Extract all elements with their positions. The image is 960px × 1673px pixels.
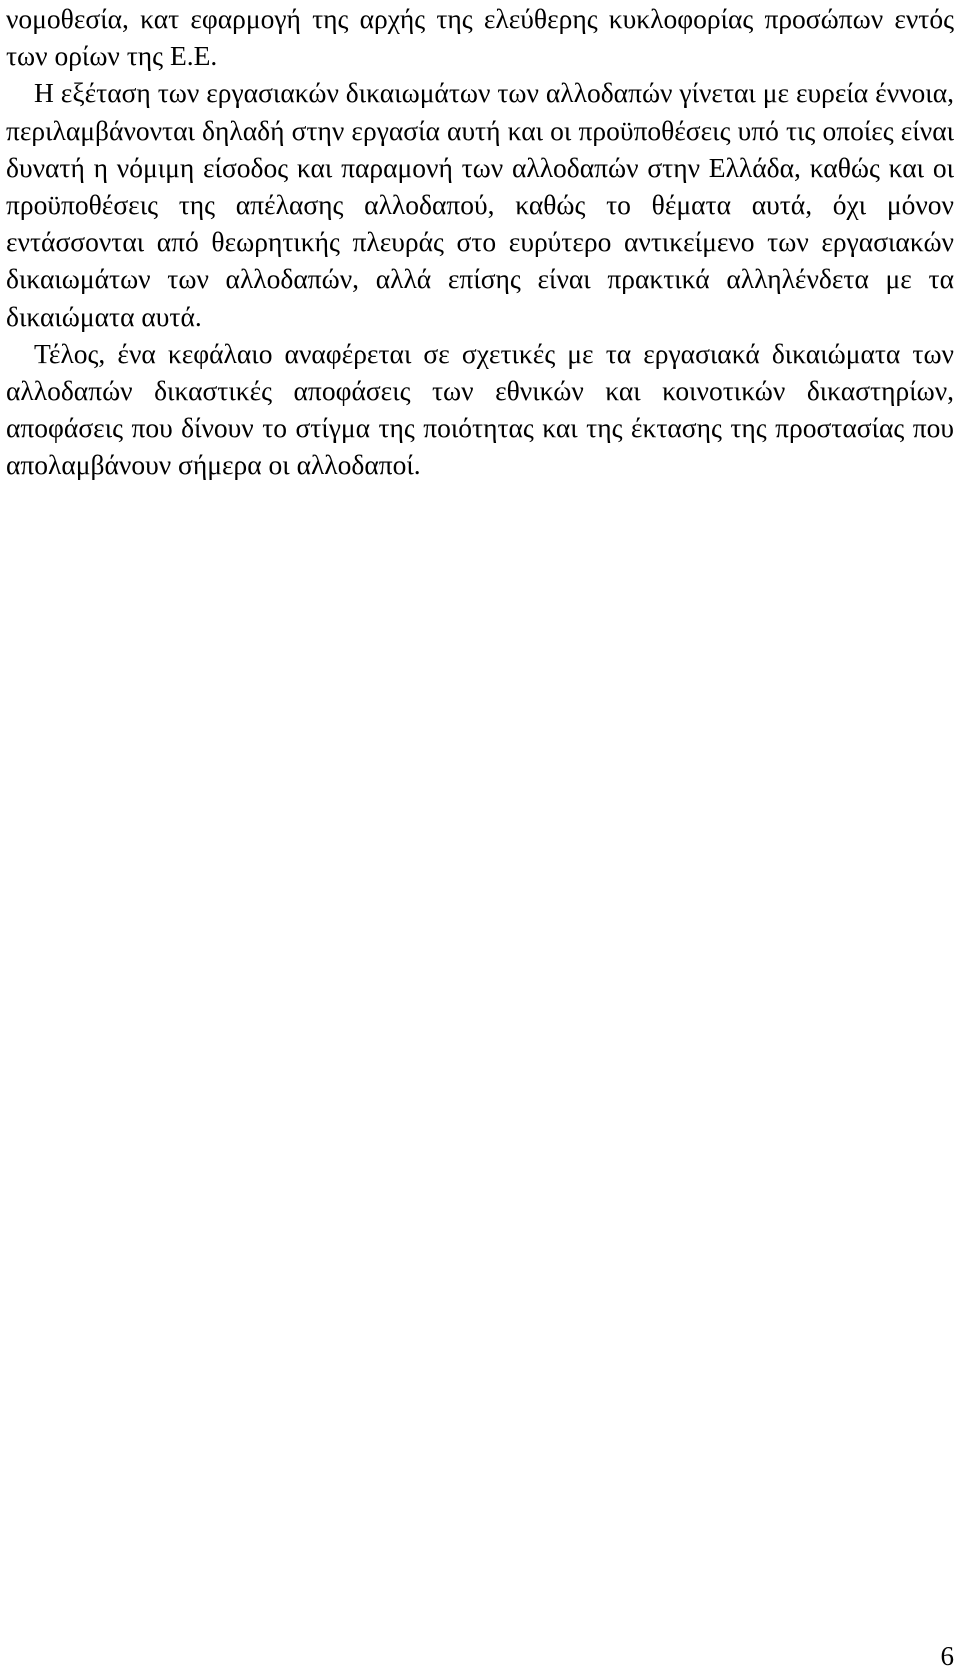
paragraph-conclusion: Τέλος, ένα κεφάλαιο αναφέρεται σε σχετικές με τα εργασιακά δικαιώματα των αλλοδαπών δικαστικές αποφάσεις των εθνικών και κοινοτικών δικαστηρίων, αποφάσεις που δίνουν το στίγμα της ποιότητας και της έκτασης της προστασίας που απολαμβάνουν σήμερα οι αλλοδαποί. (6, 337, 954, 481)
paragraph-scope: Η εξέταση των εργασιακών δικαιωμάτων των αλλοδαπών γίνεται με ευρεία έννοια, περιλαμβάνονται δηλαδή στην εργασία αυτή και οι προϋποθέσεις υπό τις οποίες είναι δυνατή η νόμιμη είσοδος και παραμονή των αλλοδαπών στην Ελλάδα, καθώς και οι προϋποθέσεις της απέλασης αλλοδαπού, καθώς το θέματα αυτά, όχι μόνον εντάσσονται από θεωρητικής πλευράς στο ευρύτερο αντικείμενο των εργασιακών δικαιωμάτων των αλλοδαπών, αλλά επίσης είναι πρακτικά αλληλένδετα με τα δικαιώματα αυτά. (6, 77, 954, 332)
page-number: 6 (940, 1641, 954, 1671)
document-body (6, 0, 954, 484)
paragraph-continuation: νομοθεσία, κατ εφαρμογή της αρχής της ελεύθερης κυκλοφορίας προσώπων εντός των ορίων της Ε.Ε. (6, 3, 954, 72)
